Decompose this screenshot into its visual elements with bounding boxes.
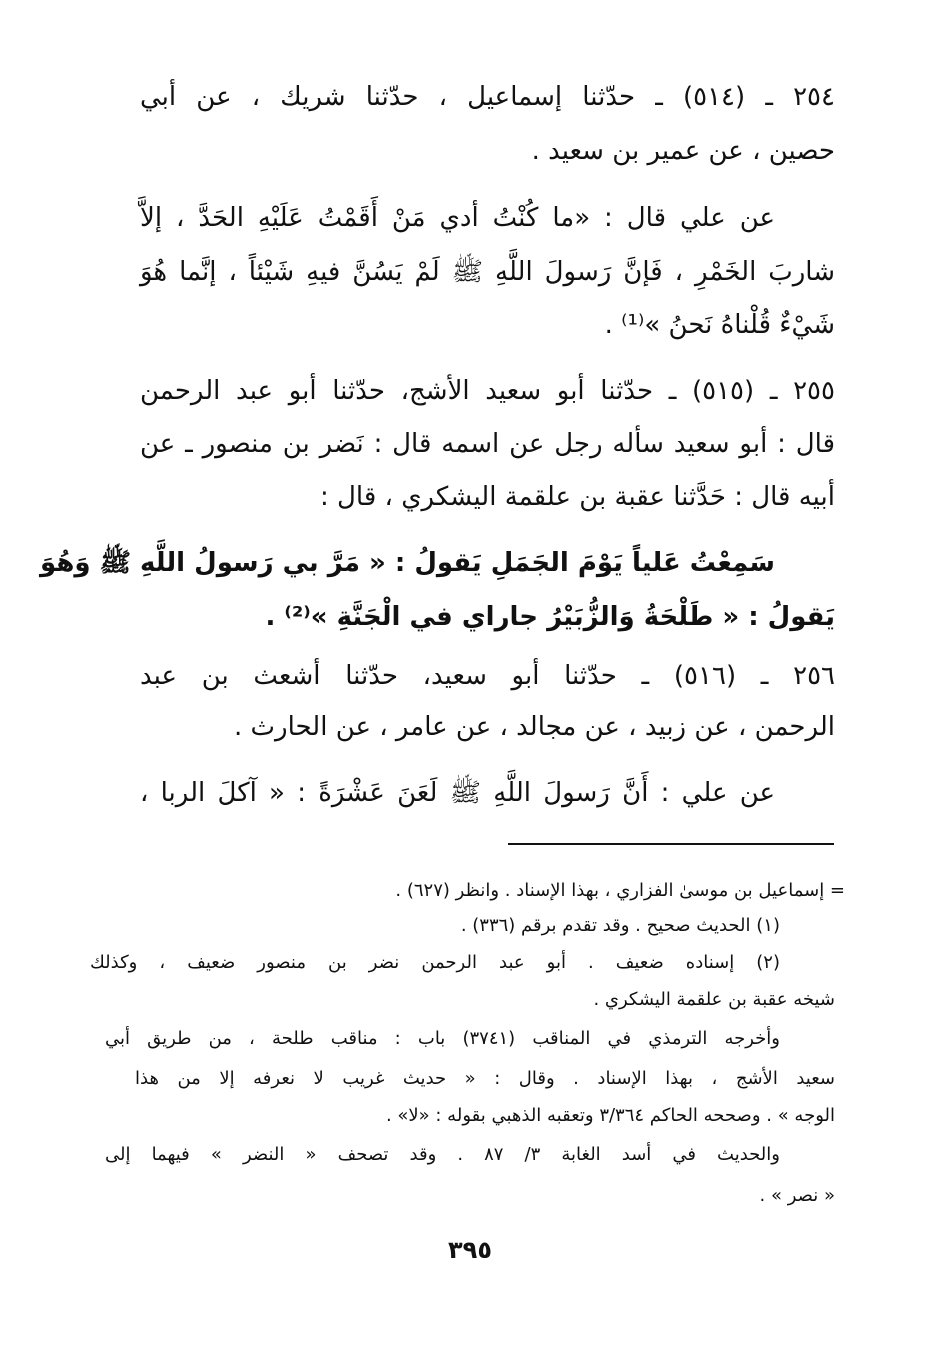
hadith-254-text-line-2: شاربَ الخَمْرِ ، فَإنَّ رَسولَ اللَّهِ ﷺ لَمْ يَسُنَّ فيهِ شَيْئاً ، إنَّما هُوَ [140, 257, 835, 287]
hadith-255-text-line-1: سَمِعْتُ عَلياً يَوْمَ الجَمَلِ يَقولُ : « مَرَّ بي رَسولُ اللَّهِ ﷺ وَهُوَ [40, 548, 775, 578]
hadith-256-chain: الرحمن ، عن زبيد ، عن مجالد ، عن عامر ، عن الحارث . [234, 712, 835, 742]
hadith-255-chain-line-2: أبيه قال : حَدَّثنا عقبة بن علقمة اليشكري ، قال : [320, 482, 835, 512]
hadith-254-chain: حصين ، عن عمير بن سعيد . [531, 136, 835, 166]
hadith-255-heading: ٢٥٥ ـ (٥١٥) ـ حدّثنا أبو سعيد الأشج، حدّثنا أبو عبد الرحمن [140, 376, 835, 406]
footnote-2-line-7: « نصر » . [759, 1185, 835, 1206]
footnote-1: (١) الحديث صحيح . وقد تقدم برقم (٣٣٦) . [460, 915, 780, 936]
hadith-255-text-line-2: يَقولُ : « طَلْحَةُ وَالزُّبَيْرُ جاراي في الْجَنَّةِ »⁽²⁾ . [265, 602, 835, 632]
footnote-2-line-6: والحديث في أسد الغابة ٣/ ٨٧ . وقد تصحف « النضر » فيهما إلى [105, 1144, 780, 1165]
footnote-2-line-3: وأخرجه الترمذي في المناقب (٣٧٤١) باب : مناقب طلحة ، من طريق أبي [105, 1028, 780, 1049]
footnote-continuation: = إسماعيل بن موسىٰ الفزاري ، بهذا الإسناد . وانظر (٦٢٧) . [395, 880, 845, 901]
footnote-2-line-1: (٢) إسناده ضعيف . أبو عبد الرحمن نضر بن منصور ضعيف ، وكذلك [90, 952, 780, 973]
footnote-separator [508, 843, 834, 845]
footnote-2-line-5: الوجه » . وصححه الحاكم ٣/٣٦٤ وتعقبه الذهبي بقوله : «لا» . [385, 1105, 835, 1126]
hadith-254-heading: ٢٥٤ ـ (٥١٤) ـ حدّثنا إسماعيل ، حدّثنا شريك ، عن أبي [140, 82, 835, 112]
hadith-255-chain-line-1: قال : أبو سعيد سأله رجل عن اسمه قال : نَضر بن منصور ـ عن [140, 429, 835, 459]
page-number: ٣٩٥ [448, 1236, 492, 1264]
hadith-254-text-line-1: عن علي قال : «ما كُنْتُ أدي مَنْ أَقَمْتُ عَلَيْهِ الحَدَّ ، إلاَّ [140, 203, 775, 233]
footnote-2-line-4: سعيد الأشج ، بهذا الإسناد . وقال : « حديث غريب لا نعرفه إلا من هذا [135, 1068, 835, 1089]
footnote-2-line-2: شيخه عقبة بن علقمة اليشكري . [593, 989, 835, 1010]
hadith-256-text-line-1: عن علي : أَنَّ رَسولَ اللَّهِ ﷺ لَعَنَ عَشْرَةً : « آكلَ الربا ، [140, 778, 775, 808]
hadith-254-text-line-3: شَيْءٌ قُلْناهُ نَحنُ »⁽¹⁾ . [604, 310, 835, 340]
hadith-256-heading: ٢٥٦ ـ (٥١٦) ـ حدّثنا أبو سعيد، حدّثنا أشعث بن عبد [140, 661, 836, 691]
